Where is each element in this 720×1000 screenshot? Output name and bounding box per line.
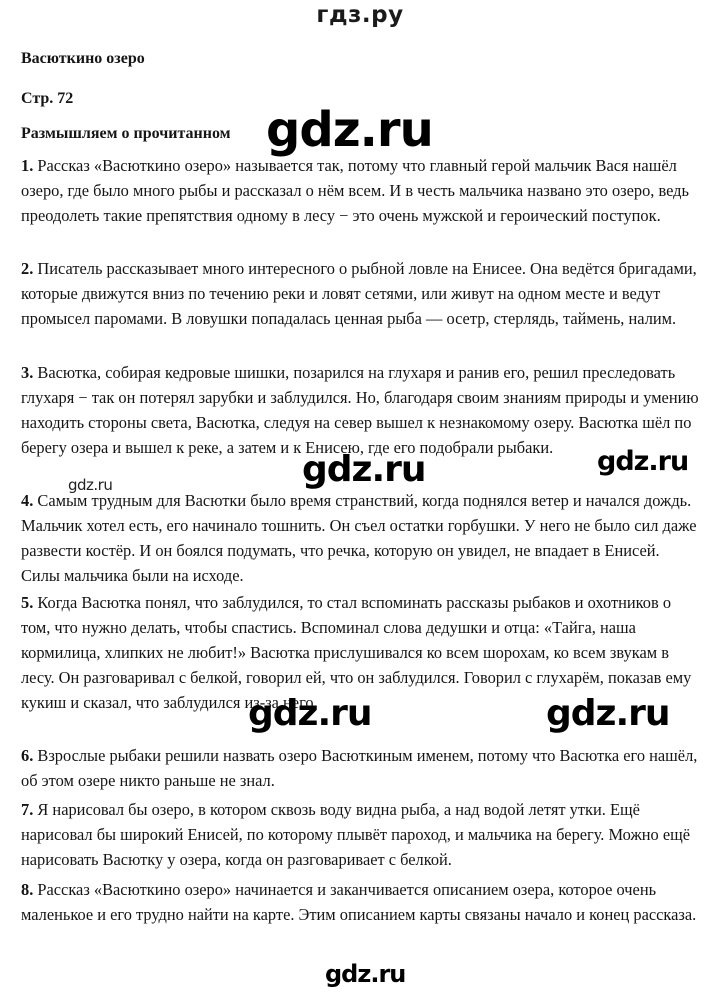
answer-3 bbox=[21, 360, 701, 460]
answer-number: 6. bbox=[21, 746, 34, 765]
answer-text: Я нарисовал бы озеро, в котором сквозь воду видна рыба, а над водой летят утки. Ещё нарисовал бы широкий Енисей, по которому плывёт пароход, и мальчика на берегу. Можно ещё нарисовать Васютку у озера, когда он разговаривает с белкой. bbox=[21, 800, 691, 869]
page-label: Стр. 72 bbox=[21, 90, 74, 107]
answer-text: Когда Васютка понял, что заблудился, то стал вспоминать рассказы рыбаков и охотников о том, что нужно делать, чтобы спастись. Вспоминал слова дедушки и отца: «Тайга, наша кормилица, хлипких не любит!» Васютка прислушивался ко всем шорохам, ко всем звукам в лесу. Он разговаривал с белкой, говорил ей, что он заблудился. Говорил с глухарём, показав ему кукиш и сказал, что заблудился из-за него. bbox=[21, 593, 692, 712]
site-header-logo[interactable]: гдз.ру bbox=[316, 2, 404, 28]
answer-6 bbox=[21, 743, 701, 793]
watermark: gdz.ru bbox=[302, 449, 426, 490]
answer-number: 7. bbox=[21, 800, 34, 819]
watermark: gdz.ru bbox=[546, 693, 670, 734]
answer-8 bbox=[21, 877, 701, 927]
answer-text: Васютка, собирая кедровые шишки, позарился на глухаря и ранив его, решил преследовать глухаря − так он потерял зарубки и заблудился. Но, благодаря своим знаниям природы и умению находить стороны света, Васютка, следуя на север вышел к незнакомому озеру. Васютка шёл по берегу озера и вышел к реке, а затем и к Енисею, где его подобрали рыбаки. bbox=[21, 363, 699, 457]
answer-text: Рассказ «Васюткино озеро» называется так, потому что главный герой мальчик Вася нашёл озеро, где было много рыбы и рассказал о нём всем. И в честь мальчика названо это озеро, ведь преодолеть такие препятствия одному в лесу − это очень мужской и героический поступок. bbox=[21, 156, 689, 225]
answer-number: 1. bbox=[21, 156, 34, 175]
watermark: gdz.ru bbox=[266, 102, 433, 158]
answer-1 bbox=[21, 153, 701, 228]
answer-number: 8. bbox=[21, 880, 34, 899]
answer-7 bbox=[21, 797, 701, 872]
answer-4 bbox=[21, 488, 701, 588]
answer-text: Взрослые рыбаки решили назвать озеро Васюткиным именем, потому что Васютка его нашёл, об этом озере никто раньше не знал. bbox=[21, 746, 698, 790]
answer-text: Писатель рассказывает много интересного о рыбной ловле на Енисее. Она ведётся бригадами, которые движутся вниз по течению реки и ловят сетями, или живут на одном месте и ведут промысел паромами. В ловушки попадалась ценная рыба — осетр, стерлядь, таймень, налим. bbox=[21, 259, 697, 328]
answer-text: Рассказ «Васюткино озеро» начинается и заканчивается описанием озера, которое очень маленькое и его трудно найти на карте. Этим описанием карты связаны начало и конец рассказа. bbox=[21, 880, 697, 924]
answer-number: 3. bbox=[21, 363, 34, 382]
answer-text: Самым трудным для Васютки было время странствий, когда поднялся ветер и начался дождь. Мальчик хотел есть, его начинало тошнить. Он съел остатки горбушки. У него не было сил даже развести костёр. И он боялся подумать, что речка, которую он увидел, не впадает в Енисей. Силы мальчика были на исходе. bbox=[21, 491, 697, 585]
answer-2 bbox=[21, 256, 701, 331]
watermark: gdz.ru bbox=[597, 446, 689, 477]
answer-number: 2. bbox=[21, 259, 34, 278]
answer-number: 4. bbox=[21, 491, 34, 510]
watermark: gdz.ru bbox=[68, 476, 113, 494]
document-title: Васюткино озеро bbox=[21, 50, 145, 67]
watermark: gdz.ru bbox=[325, 960, 406, 988]
answer-number: 5. bbox=[21, 593, 34, 612]
section-title: Размышляем о прочитанном bbox=[21, 125, 231, 142]
watermark: gdz.ru bbox=[248, 693, 372, 734]
